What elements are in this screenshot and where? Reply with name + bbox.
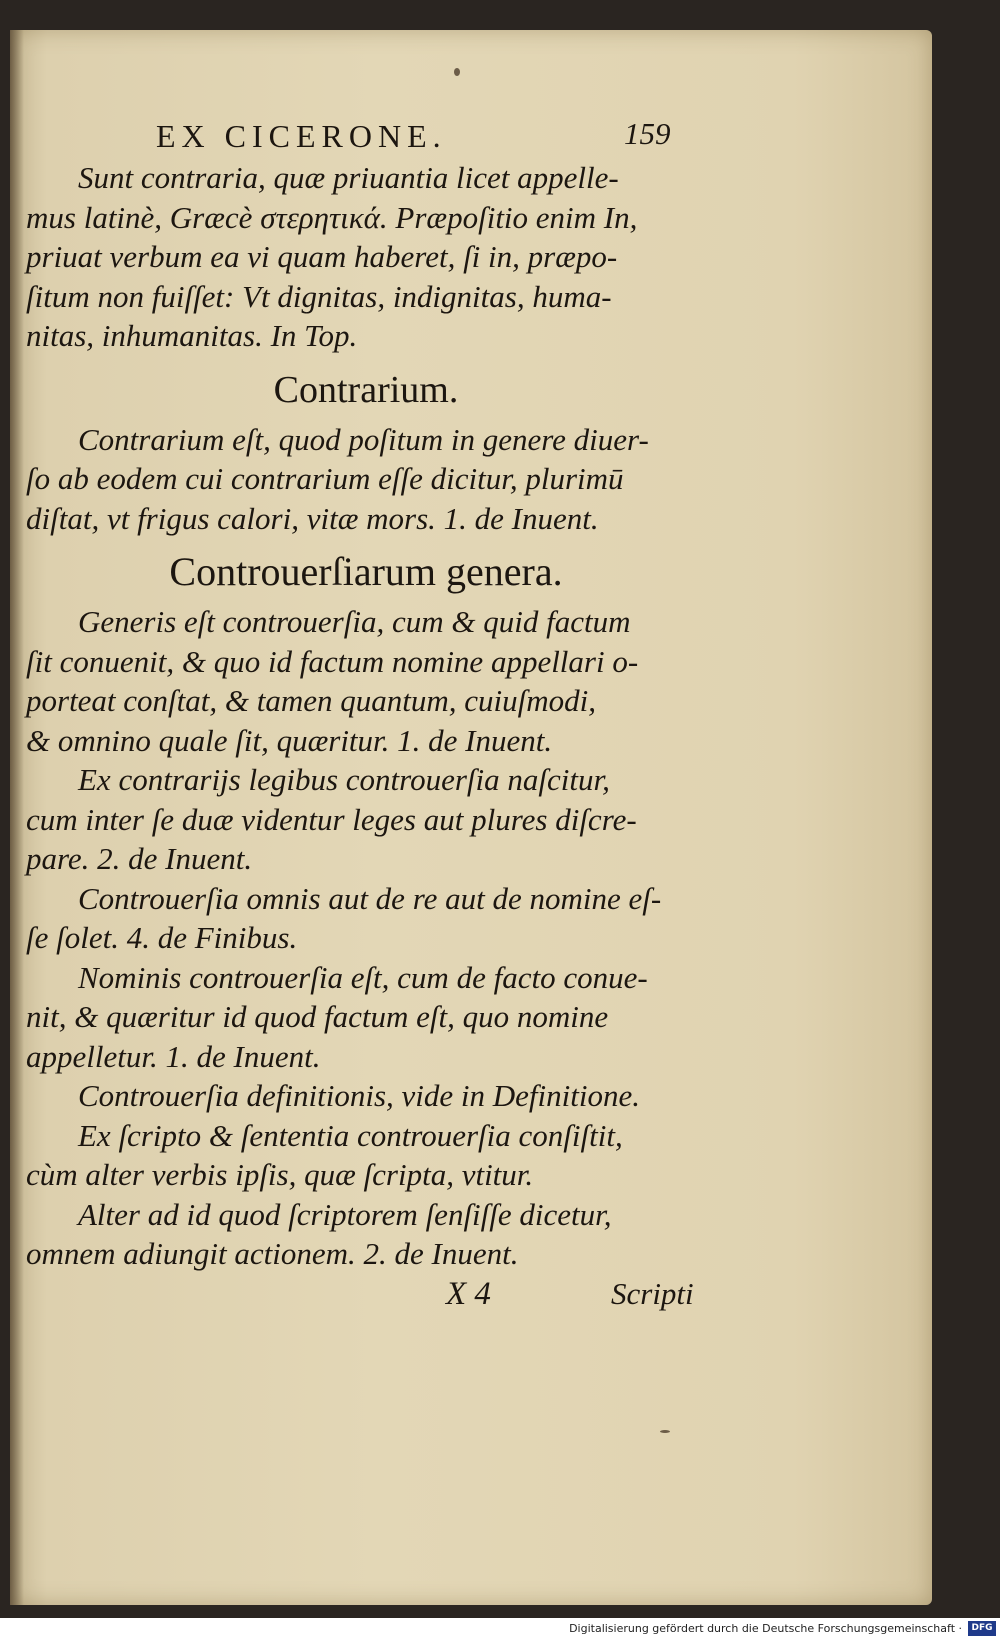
page-number: 159: [624, 116, 671, 151]
catch-line: [26, 1274, 706, 1320]
paragraph-nominis: [26, 958, 706, 1077]
text-line: cum inter ſe duæ videntur leges aut plures diſcre-: [26, 801, 637, 837]
text-line: omnem adiungit actionem. 2. de Inuent.: [26, 1236, 519, 1271]
paragraph-contrariis-legibus: [26, 760, 706, 879]
text-line: cùm alter verbis ipſis, quæ ſcripta, vtitur.: [26, 1157, 534, 1192]
catchword: Scripti: [611, 1275, 694, 1311]
text-line: Sunt contraria, quæ priuantia licet appelle-: [78, 160, 619, 195]
section-heading-contrarium: Contrarium.: [273, 368, 459, 411]
paragraph-generis: [26, 602, 706, 760]
text-line: Contrarium eſt, quod poſitum in genere diuer-: [78, 421, 649, 457]
text-line: porteat conſtat, & tamen quantum, cuiuſmodi,: [26, 683, 597, 718]
paragraph-ex-scripto: [26, 1116, 706, 1195]
paragraph-privantia: [26, 158, 706, 356]
funding-credit: Digitalisierung gefördert durch die Deutsche Forschungsgemeinschaft ·: [569, 1622, 962, 1635]
book-page: [10, 30, 932, 1605]
paragraph-alter: [26, 1195, 706, 1274]
text-line: Nominis controuerſia eſt, cum de facto conue-: [78, 959, 648, 995]
ink-speck: [660, 1430, 670, 1433]
text-line: priuat verbum ea vi quam haberet, ſi in, præpo-: [26, 239, 618, 274]
ink-speck: [454, 68, 460, 76]
running-head-title: EX CICERONE.: [156, 118, 447, 154]
text-line: nitas, inhumanitas. In Top.: [26, 318, 358, 353]
text-line: nit, & quæritur id quod factum eſt, quo nomine: [26, 999, 609, 1034]
text-line: Generis eſt controuerſia, cum & quid factum: [78, 604, 631, 639]
text-line: ſe ſolet. 4. de Finibus.: [26, 920, 298, 955]
running-head: [26, 108, 706, 158]
text-line: Controuerſia omnis aut de re aut de nomine eſ-: [78, 880, 662, 916]
signature-mark: X 4: [446, 1275, 491, 1312]
paragraph-contrarium: [26, 420, 706, 539]
dfg-logo: DFG: [968, 1621, 996, 1636]
text-line: appelletur. 1. de Inuent.: [26, 1038, 321, 1074]
section-heading-controversiarum: Controuerſiarum genera.: [169, 549, 563, 594]
page-gutter-shadow: [10, 30, 24, 1605]
text-line: Ex contrarijs legibus controuerſia naſcitur,: [78, 762, 610, 797]
text-line: ſo ab eodem cui contrarium eſſe dicitur, plurimū: [26, 461, 624, 496]
text-line: diſtat, vt frigus calori, vitæ mors. 1. de Inuent.: [26, 500, 599, 536]
text-line: Ex ſcripto & ſententia controuerſia conſiſtit,: [78, 1117, 623, 1153]
text-line: & omnino quale ſit, quæritur. 1. de Inuent.: [26, 722, 553, 758]
text-line: mus latinè, Græcè στερητικά. Præpoſitio enim In,: [26, 199, 638, 235]
text-line: Alter ad id quod ſcriptorem ſenſiſſe dicetur,: [78, 1196, 612, 1232]
text-line: Controuerſia definitionis, vide in Definitione.: [78, 1078, 640, 1113]
text-line: ſit conuenit, & quo id factum nomine appellari o-: [26, 643, 639, 679]
text-line: pare. 2. de Inuent.: [26, 841, 253, 876]
paragraph-controversia-omnis: [26, 879, 706, 958]
text-line: ſitum non fuiſſet: Vt dignitas, indignitas, huma-: [26, 278, 612, 314]
text-column: [26, 108, 706, 1320]
paragraph-definitionis: [26, 1076, 706, 1116]
digitization-footer: [0, 1618, 1000, 1642]
